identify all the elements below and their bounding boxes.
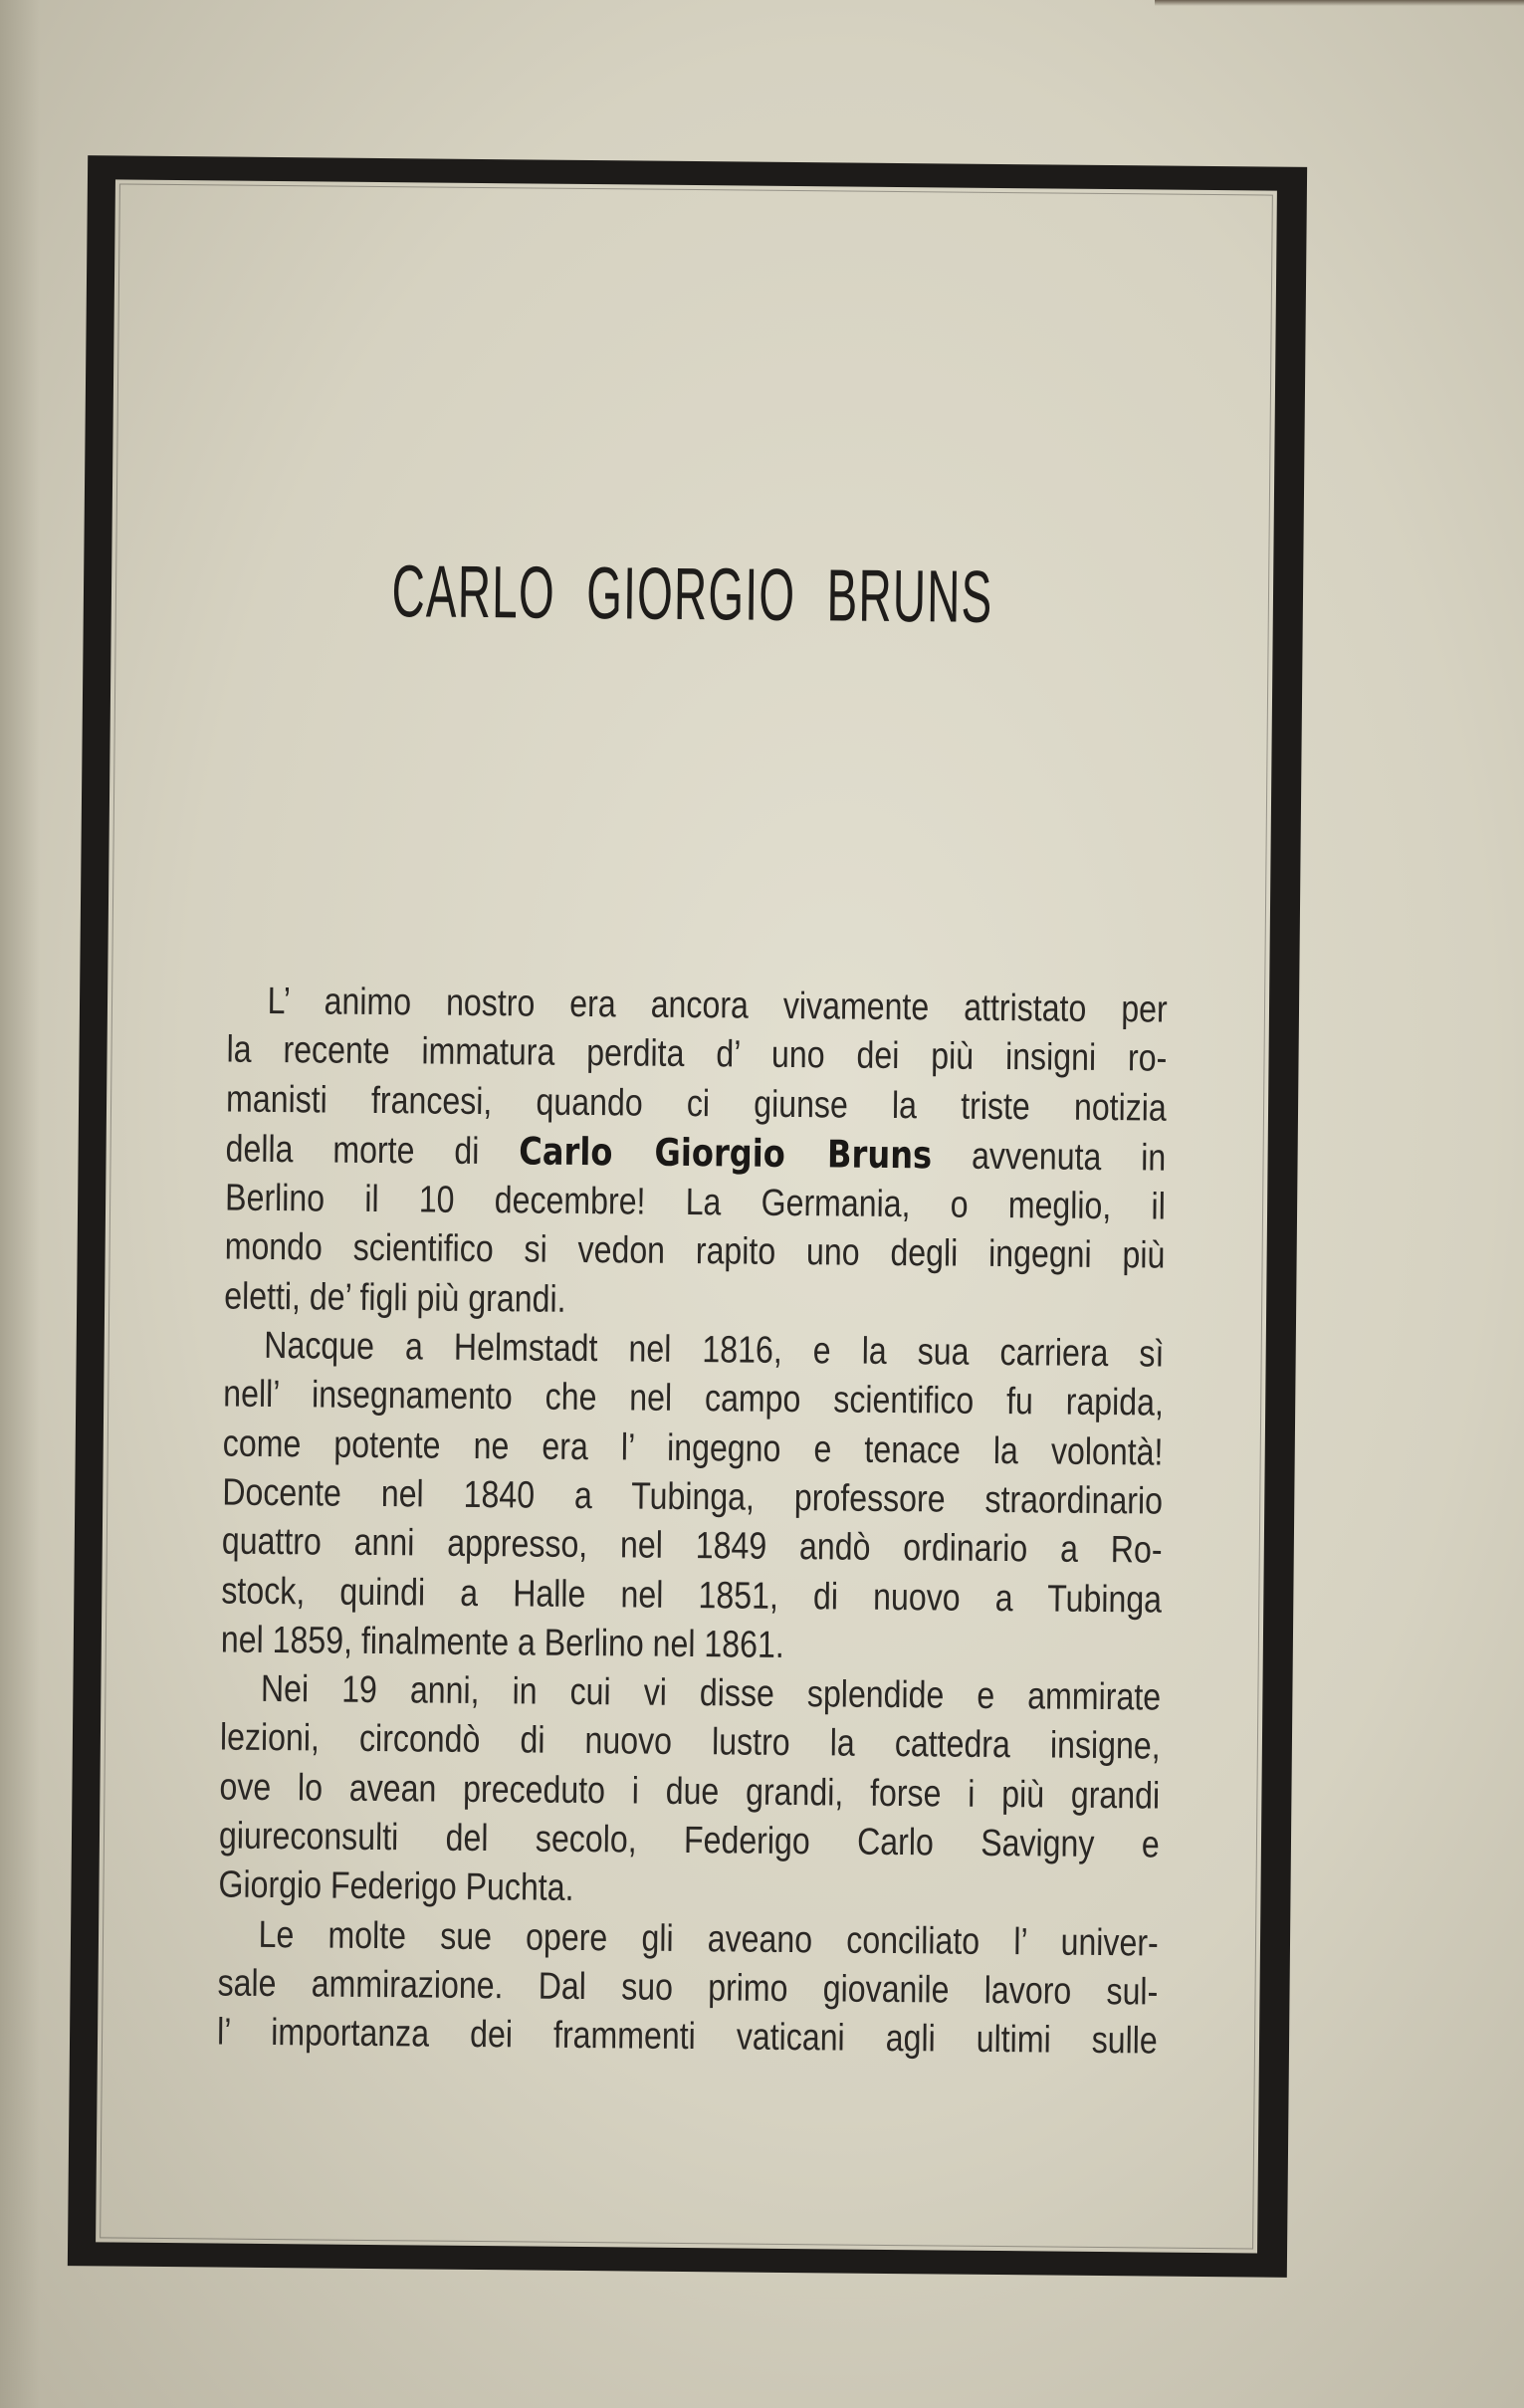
- text-line-with-name: [225, 1124, 1166, 1183]
- obituary-body: [217, 978, 1168, 2068]
- paragraph-4: [217, 1910, 1159, 2067]
- text-line: nell’ insegnamento che nel campo scientifico fu rapida,: [223, 1373, 1165, 1424]
- bruns-name-bold: Carlo Giorgio Bruns: [519, 1129, 933, 1178]
- text-line: stock, quindi a Halle nel 1851, di nuovo a Tubinga: [221, 1570, 1163, 1622]
- paragraph-2: [221, 1322, 1165, 1674]
- text-line: Giorgio Federigo Puchta.: [218, 1863, 574, 1910]
- text-line: Le molte sue opere gli aveano conciliato l’ univer-: [258, 1913, 1159, 1965]
- text-line: ove lo avean preceduto i due grandi, forse i più grandi: [219, 1766, 1161, 1818]
- text-line: giureconsulti del secolo, Federigo Carlo Savigny e: [218, 1815, 1160, 1866]
- text-line: quattro anni appresso, nel 1849 andò ordinario a Ro-: [221, 1520, 1163, 1572]
- paragraph-3: [218, 1665, 1161, 1920]
- mourning-border-frame: [68, 155, 1307, 2278]
- text-line: sale ammirazione. Dal suo primo giovanile lavoro sul-: [217, 1962, 1159, 2014]
- page-top-edge: [1155, 0, 1524, 6]
- text-line: mondo scientifico si vedon rapito uno degli ingegni più: [224, 1226, 1166, 1278]
- text-line: Berlino il 10 decembre! La Germania, o meglio, il: [224, 1177, 1167, 1228]
- text-line: la recente immatura perdita d’ uno dei più insigni ro-: [226, 1028, 1168, 1080]
- obituary-title: CARLO GIORGIO BRUNS: [391, 549, 993, 638]
- text-line: L’ animo nostro era ancora vivamente attristato per: [267, 980, 1168, 1031]
- text-line: eletti, de’ figli più grandi.: [224, 1275, 566, 1321]
- text-line: nel 1859, finalmente a Berlino nel 1861.: [220, 1619, 784, 1666]
- page-binding-shadow: [0, 0, 40, 2408]
- text-line: lezioni, circondò di nuovo lustro la cattedra insigne,: [219, 1716, 1161, 1769]
- paragraph-1: [224, 978, 1168, 1331]
- text-line: Docente nel 1840 a Tubinga, professore straordinario: [222, 1471, 1164, 1523]
- text-fragment: della morte di: [225, 1128, 480, 1173]
- text-line: manisti francesi, quando ci giunse la triste notizia: [225, 1078, 1167, 1130]
- text-line: Nacque a Helmstadt nel 1816, e la sua carriera sì: [264, 1325, 1165, 1376]
- text-fragment: avvenuta in: [971, 1135, 1167, 1180]
- text-line: Nei 19 anni, in cui vi disse splendide e ammirate: [260, 1668, 1162, 1719]
- text-line: l’ importanza dei frammenti vaticani agli ultimi sulle: [216, 2011, 1158, 2063]
- text-line: come potente ne era l’ ingegno e tenace la volontà!: [222, 1423, 1164, 1474]
